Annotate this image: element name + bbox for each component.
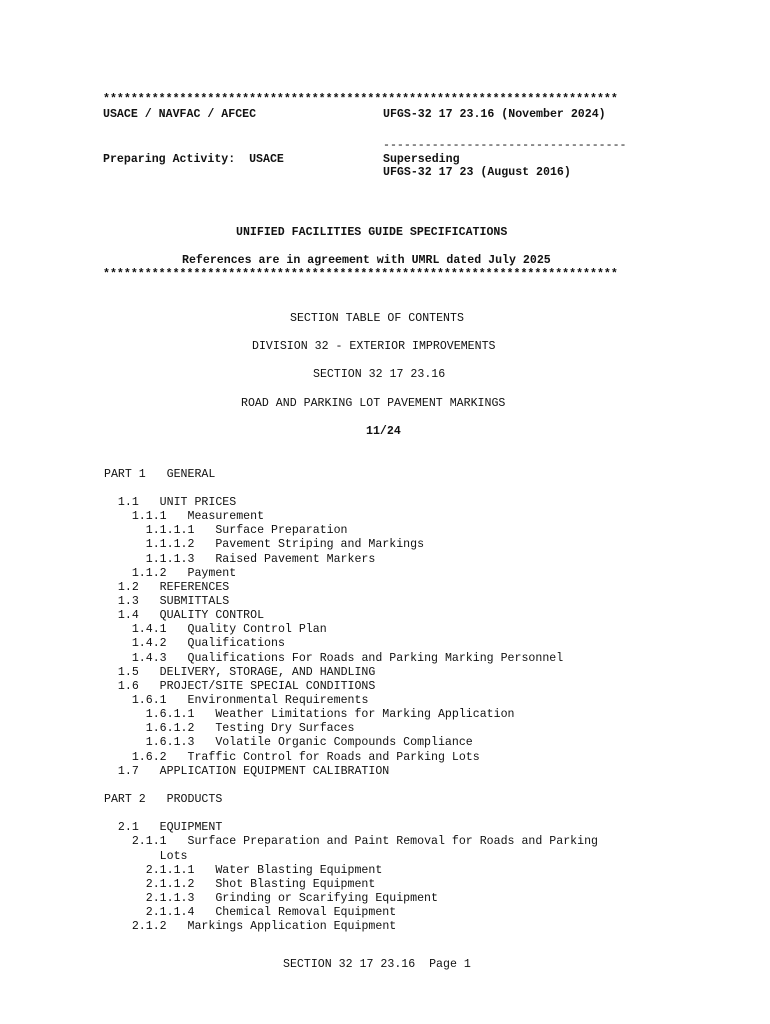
toc-entry-title: Markings Application Equipment [187,920,397,934]
toc-entry-title: EQUIPMENT [159,821,223,835]
toc-entry-title: Shot Blasting Equipment [215,877,376,891]
stars-bottom: ************************************************************************** [103,268,618,281]
toc-entry[interactable] [104,553,598,567]
toc-entry-number: 1.7 [117,764,139,778]
toc-entry[interactable] [104,595,598,609]
toc-entry-title: Measurement [187,510,265,524]
toc-entry-title: Chemical Removal Equipment [215,906,397,920]
toc-entry-number: 2.1.1.4 [145,906,195,920]
toc-entry-title: Weather Limitations for Marking Application [215,708,515,722]
toc-entry-title: Qualifications For Roads and Parking Marking Personnel [187,651,564,665]
toc-entry[interactable] [104,736,598,750]
section-name: ROAD AND PARKING LOT PAVEMENT MARKINGS [241,397,506,410]
toc-entry[interactable] [104,623,598,637]
toc-entry-number: 1.3 [117,594,139,608]
toc-entry[interactable] [104,652,598,666]
toc-entry[interactable] [104,694,598,708]
toc-entry[interactable] [104,835,598,849]
toc-entry[interactable] [104,751,598,765]
toc-entry-title: Testing Dry Surfaces [215,722,355,736]
agency-label: USACE / NAVFAC / AFCEC [103,108,257,121]
toc-entry-title: Qualifications [187,637,285,651]
toc-entry[interactable] [104,878,598,892]
toc-entry[interactable] [104,609,598,623]
toc-heading: SECTION TABLE OF CONTENTS [290,312,464,325]
toc-entry-number: 1.6.1.3 [145,736,195,750]
toc-entry-title: Grinding or Scarifying Equipment [215,891,438,905]
toc-entry[interactable] [104,524,598,538]
toc-entry[interactable] [104,850,598,864]
toc-entry-title: Payment [187,566,237,580]
toc-entry-title: Traffic Control for Roads and Parking Lots [187,750,480,764]
toc-entry-title: APPLICATION EQUIPMENT CALIBRATION [159,764,390,778]
stars-top: ************************************************************************** [103,93,618,106]
toc-part-heading[interactable] [104,793,598,807]
toc-entry-title: Surface Preparation [215,524,348,538]
toc-entry-title: Environmental Requirements [187,693,369,707]
toc-entry-number: 1.6 [117,679,139,693]
toc-entry-title: Surface Preparation and Paint Removal for Roads and Parking [187,835,599,849]
toc-entry-title: Water Blasting Equipment [215,863,383,877]
toc-entry[interactable] [104,920,598,934]
toc-entry-number: 1.1.1.3 [145,552,195,566]
toc-entry-title: Quality Control Plan [187,623,327,637]
section-date: 11/24 [366,425,401,438]
toc-entry[interactable] [104,906,598,920]
toc-entry[interactable] [104,496,598,510]
toc-entry-number: 1.6.1.2 [145,722,195,736]
toc-entry-number: 1.1.1 [131,510,167,524]
toc-entry-title: SUBMITTALS [159,594,230,608]
toc-entry[interactable] [104,765,598,779]
toc-entry[interactable] [104,864,598,878]
toc-entry[interactable] [104,708,598,722]
toc-entry-number: 2.1 [117,821,139,835]
preparing-activity: Preparing Activity: USACE [103,153,284,166]
toc-entry[interactable] [104,680,598,694]
toc-entry-title: REFERENCES [159,580,230,594]
toc-spacer [104,807,598,821]
toc-entry-number: 1.4 [117,609,139,623]
toc-entry-title: Lots [159,849,188,863]
toc-entry-title: DELIVERY, STORAGE, AND HANDLING [159,665,376,679]
superseding-value: UFGS-32 17 23 (August 2016) [383,166,571,179]
table-of-contents [104,496,598,934]
references-note: References are in agreement with UMRL dated July 2025 [182,254,551,267]
toc-entry-number: 2.1.1 [131,835,167,849]
toc-entry-number: 2.1.1.2 [145,877,195,891]
toc-entry-number: PART 2 [104,792,146,806]
toc-spacer [104,779,598,793]
page-footer: SECTION 32 17 23.16 Page 1 [283,958,471,971]
toc-entry[interactable] [104,581,598,595]
ufgs-title: UNIFIED FACILITIES GUIDE SPECIFICATIONS [236,226,508,239]
part-1-heading: PART 1 GENERAL [104,468,216,481]
toc-entry[interactable] [104,821,598,835]
toc-entry-title: Volatile Organic Compounds Compliance [215,736,473,750]
toc-entry-number: 1.6.1.1 [145,708,195,722]
toc-entry[interactable] [104,666,598,680]
section-heading: SECTION 32 17 23.16 [313,368,446,381]
toc-entry-number: 1.2 [117,580,139,594]
toc-entry-number: 1.1.1.2 [145,538,195,552]
toc-entry-title: PROJECT/SITE SPECIAL CONDITIONS [159,679,376,693]
toc-entry-number: 1.1.2 [131,566,167,580]
toc-entry-number: 1.5 [117,665,139,679]
toc-entry-number: 1.6.2 [131,750,167,764]
division-heading: DIVISION 32 - EXTERIOR IMPROVEMENTS [252,340,496,353]
toc-entry-number: 2.1.2 [131,920,167,934]
toc-entry-number: 1.1 [117,496,139,509]
toc-entry-number: 1.4.2 [131,637,167,651]
toc-entry-number: 2.1.1.1 [145,863,195,877]
toc-entry[interactable] [104,567,598,581]
toc-entry[interactable] [104,538,598,552]
toc-entry-number: 2.1.1.3 [145,891,195,905]
ufgs-number: UFGS-32 17 23.16 (November 2024) [383,108,606,121]
toc-entry[interactable] [104,637,598,651]
toc-entry-title: Raised Pavement Markers [215,552,376,566]
toc-entry[interactable] [104,722,598,736]
toc-entry-number: 1.6.1 [131,693,167,707]
toc-entry[interactable] [104,510,598,524]
toc-entry-number: 1.4.3 [131,651,167,665]
superseding-label: Superseding [383,153,460,166]
header-rule: ----------------------------------- [383,139,627,152]
toc-entry-title: QUALITY CONTROL [159,609,265,623]
toc-entry-number: 1.1.1.1 [145,524,195,538]
toc-entry-title: UNIT PRICES [159,496,237,509]
toc-entry-title: Pavement Striping and Markings [215,538,425,552]
toc-entry[interactable] [104,892,598,906]
toc-entry-title: PRODUCTS [166,792,223,806]
toc-entry-number: 1.4.1 [131,623,167,637]
